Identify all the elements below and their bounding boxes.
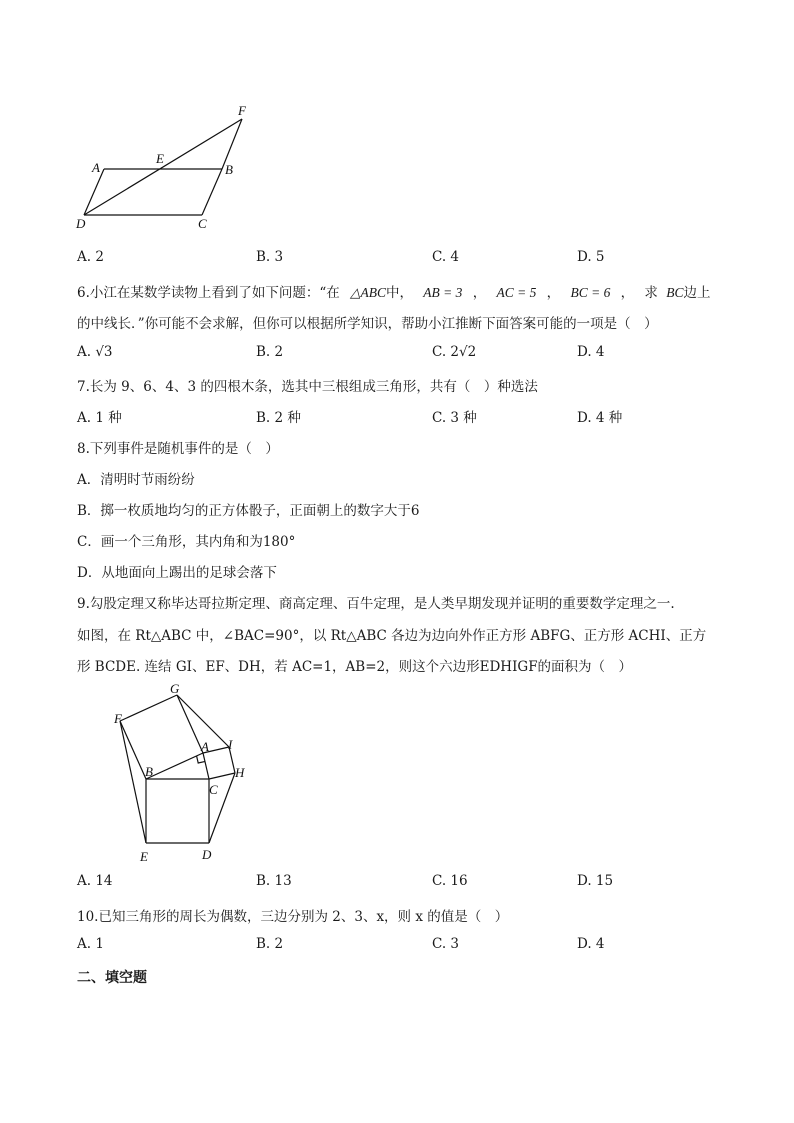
q10-stem: 10.已知三角形的周长为偶数，三边分别为 2、3、x，则 x 的值是（ ） [77,909,509,925]
q5-option-b: B. 3 [256,249,284,265]
point-label-i: I [228,737,233,752]
q6-option-a: A. √3 [77,344,113,360]
q8-option-d: D．从地面向上踢出的足球会落下 [77,565,277,581]
q7-option-c: C. 3 种 [432,410,477,426]
q9-stem-line1: 9.勾股定理又称毕达哥拉斯定理、商高定理、百牛定理，是人类早期发现并证明的重要数学定理之一. [77,596,675,612]
q8-option-a: A．清明时节雨纷纷 [77,472,195,488]
point-label-e: E [156,151,164,166]
point-label-a: A [92,160,100,175]
q7-option-d: D. 4 种 [577,410,623,426]
q10-option-c: C. 3 [432,936,460,952]
point-label-f: F [114,711,122,726]
point-label-b: B [145,764,153,779]
q8-option-c: C．画一个三角形，其内角和为180° [77,534,296,550]
q6-option-c: C. 2√2 [432,344,477,360]
point-label-c: C [209,782,218,797]
q9-option-c: C. 16 [432,873,468,889]
point-label-h: H [235,765,245,780]
q7-stem: 7.长为 9、6、4、3 的四根木条，选其中三根组成三角形，共有（ ）种选法 [77,379,538,395]
point-label-b: B [225,162,233,177]
pythagoras-hexagon-figure [100,683,270,868]
q7-option-b: B. 2 种 [256,410,301,426]
point-label-c: C [198,216,207,231]
point-label-a: A [201,739,209,754]
section-heading-fill-in: 二、填空题 [77,970,147,986]
point-label-g: G [170,683,180,696]
point-label-d: D [76,216,86,231]
point-label-e: E [140,849,148,864]
parallelogram-figure [70,100,270,235]
point-label-d: D [202,847,212,862]
point-label-f: F [238,103,246,118]
q5-option-a: A. 2 [77,249,104,265]
q9-stem-line3: 形 BCDE. 连结 GI、EF、DH，若 AC=1，AB=2，则这个六边形EDHIGF的面积为（ ） [77,659,633,675]
q10-option-a: A. 1 [77,936,104,952]
q8-stem: 8.下列事件是随机事件的是（ ） [77,441,279,457]
q6-option-d: D. 4 [577,344,605,360]
q5-option-c: C. 4 [432,249,460,265]
q10-option-b: B. 2 [256,936,284,952]
q10-option-d: D. 4 [577,936,605,952]
q6-option-b: B. 2 [256,344,284,360]
q6-stem-line2: 的中线长．”你可能不会求解，但你可以根据所学知识，帮助小江推断下面答案可能的一项是（ ） [77,316,658,332]
q9-option-a: A. 14 [77,873,113,889]
q8-option-b: B．掷一枚质地均匀的正方体骰子，正面朝上的数字大于6 [77,503,420,519]
q6-stem-line1: 6.小江在某数学读物上看到了如下问题：“在 △ABC中， AB = 3 ， AC = 5 ， BC = 6 ， 求 BC边上 [77,285,711,301]
q5-option-d: D. 5 [577,249,605,265]
q9-option-b: B. 13 [256,873,292,889]
q9-stem-line2: 如图，在 Rt△ABC 中，∠BAC=90°，以 Rt△ABC 各边为边向外作正方形 ABFG、正方形 ACHI、正方 [77,628,707,644]
q9-option-d: D. 15 [577,873,614,889]
q7-option-a: A. 1 种 [77,410,122,426]
